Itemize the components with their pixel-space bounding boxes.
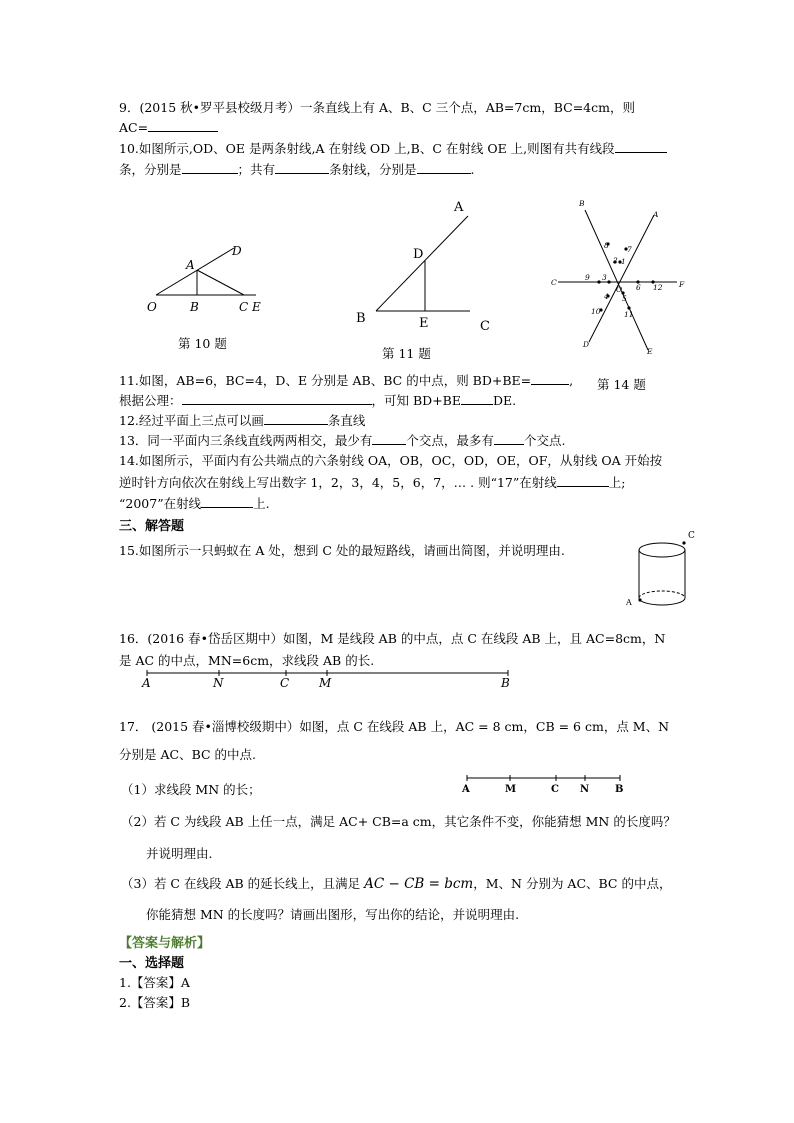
fig14-line-be xyxy=(585,210,648,350)
q10-text1: 10.如图所示,OD、OE 是两条射线,A 在射线 OD 上,B、C 在射线 OE 上,则图有共有线段 xyxy=(119,141,615,156)
fig14-label-f: F xyxy=(679,280,685,289)
q13-text-c: 个交点. xyxy=(523,433,566,448)
q11-blank2 xyxy=(182,392,372,405)
fig14-label-6: 6 xyxy=(636,283,641,292)
q13-text-b: 个交点，最多有 xyxy=(406,433,494,448)
q15-cylinder-bottom-back xyxy=(639,591,685,598)
q17-part1: （1）求线段 MN 的长； xyxy=(121,782,261,797)
q17-part3-text1: （3）若 C 在线段 AB 的延长线上，且满足 xyxy=(121,876,361,891)
fig14-label-e: E xyxy=(647,347,653,356)
q9-line1: 9．(2015 秋•罗平县校级月考）一条直线上有 A、B、C 三个点，AB=7cm，BC=4cm，则 xyxy=(119,100,635,115)
q16-label-m: M xyxy=(319,676,332,690)
answer-2: 2.【答案】B xyxy=(119,995,191,1010)
fig14-label-9: 9 xyxy=(585,273,590,282)
q9-line2 xyxy=(119,119,218,135)
fig14-label-3: 3 xyxy=(602,273,607,282)
q12-blank xyxy=(264,412,328,425)
q13-line xyxy=(119,432,565,448)
q10-blank1 xyxy=(615,140,667,153)
q10-blank3 xyxy=(275,161,329,174)
fig14-caption: 第 14 题 xyxy=(597,377,646,392)
q17-line2: 分别是 AC、BC 的中点. xyxy=(119,747,256,762)
q10-line1 xyxy=(119,140,667,156)
q17-label-a: A xyxy=(462,784,470,795)
q12-text-a: 12.经过平面上三点可以画 xyxy=(119,413,264,428)
q15-text: 15.如图所示一只蚂蚁在 A 处，想到 C 处的最短路线，请画出简图，并说明理由. xyxy=(119,543,565,558)
fig11-label-d: D xyxy=(413,247,424,262)
q13-blank2 xyxy=(494,432,524,445)
fig14-label-10: 10 xyxy=(591,307,601,316)
answers-heading: 【答案与解析】 xyxy=(119,936,211,951)
q16-line1: 16．(2016 春•岱岳区期中）如图，M 是线段 AB 的中点，点 C 在线段 AB 上，且 AC=8cm，N xyxy=(119,631,666,646)
fig14-label-8: 8 xyxy=(604,241,609,250)
fig11-label-c: C xyxy=(480,319,490,334)
fig14-label-d: D xyxy=(583,340,590,349)
q17-segment-figure xyxy=(460,772,632,796)
q17-label-n: N xyxy=(580,784,590,795)
figure-10 xyxy=(140,236,270,318)
q14-line3 xyxy=(119,495,270,511)
q14-text3b: 上. xyxy=(253,496,270,511)
fig14-label-2: 2 xyxy=(613,256,618,265)
q17-part2-line1: （2）若 C 为线段 AB 上任一点，满足 AC+ CB=a cm，其它条件不变，你能猜想 MN 的长度吗？ xyxy=(121,814,676,829)
fig10-label-d: D xyxy=(232,244,242,258)
fig10-label-o: O xyxy=(147,300,157,314)
q17-label-m: M xyxy=(505,784,517,795)
fig11-ray-ba xyxy=(376,216,468,311)
fig14-label-a: A xyxy=(653,210,659,219)
q17-part3-text2: ，M、N 分别为 AC、BC 的中点， xyxy=(473,876,672,891)
q10-text2c: 条射线，分别是 xyxy=(329,162,417,177)
q16-label-b: B xyxy=(501,676,510,690)
fig10-label-ce: C E xyxy=(239,300,261,314)
fig14-label-12: 12 xyxy=(653,283,663,292)
fig14-label-7: 7 xyxy=(627,245,632,254)
q16-label-c: C xyxy=(280,676,290,690)
q10-line2 xyxy=(119,161,475,177)
q14-line1: 14.如图所示，平面内有公共端点的六条射线 OA，OB，OC，OD，OE，OF，从射线 OA 开始按 xyxy=(119,453,663,468)
q11-line1 xyxy=(119,372,573,388)
q11-text1b: , xyxy=(569,373,574,388)
fig11-label-b: B xyxy=(356,311,366,326)
fig10-label-b: B xyxy=(190,300,199,314)
q11-line2 xyxy=(119,392,516,408)
q14-text3a: “2007”在射线 xyxy=(119,496,202,511)
q9-prefix: AC= xyxy=(119,120,149,135)
fig14-label-4: 4 xyxy=(604,292,609,301)
q10-text2b: ；共有 xyxy=(237,162,276,177)
q17-part3-formula: AC − CB = bcm xyxy=(364,876,474,892)
q11-text2a: 根据公理： xyxy=(119,393,182,408)
q17-label-b: B xyxy=(615,784,624,795)
q17-label-c: C xyxy=(551,784,559,795)
q15-label-a: A xyxy=(626,598,632,607)
q12-line xyxy=(119,412,365,428)
q10-blank4 xyxy=(417,161,471,174)
figure-11 xyxy=(350,196,500,338)
fig14-label-b: B xyxy=(579,199,585,208)
q12-text-b: 条直线 xyxy=(327,413,366,428)
q11-text2c: DE. xyxy=(492,393,517,408)
q17-part3-line1 xyxy=(121,876,671,892)
answers-section-1: 一、选择题 xyxy=(119,956,185,971)
q10-text2a: 条，分别是 xyxy=(119,162,182,177)
fig14-label-c: C xyxy=(551,278,557,287)
q15-cylinder-bottom-front xyxy=(639,598,685,605)
q14-text2a: 逆时针方向依次在射线上写出数字 1，2，3，4，5，6，7，… . 则“17”在射线 xyxy=(119,475,557,490)
fig10-label-a: A xyxy=(186,258,195,272)
q14-blank2 xyxy=(201,495,253,508)
q15-cylinder-figure xyxy=(622,528,702,610)
fig14-label-1: 1 xyxy=(621,257,626,266)
section-3-heading: 三、解答题 xyxy=(119,519,185,534)
fig14-label-o: O xyxy=(616,285,623,294)
q15-cylinder-top xyxy=(639,543,685,557)
fig10-ray-od xyxy=(156,248,234,295)
q14-text2b: 上; xyxy=(608,475,626,490)
q11-blank3 xyxy=(461,392,493,405)
q11-blank1 xyxy=(531,372,569,385)
figure-14 xyxy=(545,196,695,360)
q16-label-a: A xyxy=(142,676,151,690)
q13-blank1 xyxy=(372,432,406,445)
fig14-label-11: 11 xyxy=(624,310,634,319)
q10-text2d: . xyxy=(470,162,475,177)
q16-label-n: N xyxy=(213,676,224,690)
q9-blank xyxy=(148,119,218,132)
q16-line2: 是 AC 的中点，MN=6cm，求线段 AB 的长. xyxy=(119,653,375,668)
fig11-label-a: A xyxy=(454,200,464,215)
q14-line2 xyxy=(119,474,625,490)
fig10-caption: 第 10 题 xyxy=(178,336,227,351)
q11-text2b: ，可知 BD+BE xyxy=(371,393,461,408)
q17-part2-line2: 并说明理由. xyxy=(146,846,213,861)
q15-label-c: C xyxy=(688,531,695,541)
fig11-label-e: E xyxy=(419,316,429,331)
fig14-label-5: 5 xyxy=(622,294,627,303)
q14-blank1 xyxy=(557,474,609,487)
q13-text-a: 13．同一平面内三条线直线两两相交，最少有 xyxy=(119,433,373,448)
q16-segment-figure xyxy=(138,666,518,692)
q11-text1a: 11.如图，AB=6，BC=4，D、E 分别是 AB、BC 的中点，则 BD+BE= xyxy=(119,373,532,388)
q17-part3-line2: 你能猜想 MN 的长度吗？请画出图形，写出你的结论，并说明理由. xyxy=(146,907,520,922)
fig14-line-ad xyxy=(589,215,654,342)
answer-1: 1.【答案】A xyxy=(119,975,190,990)
q10-blank2 xyxy=(182,161,238,174)
fig11-caption: 第 11 题 xyxy=(382,346,431,361)
q17-line1: 17． (2015 春•淄博校级期中）如图，点 C 在线段 AB 上，AC = 8 cm，CB = 6 cm，点 M、N xyxy=(119,719,670,734)
fig10-seg-ac xyxy=(197,270,244,295)
